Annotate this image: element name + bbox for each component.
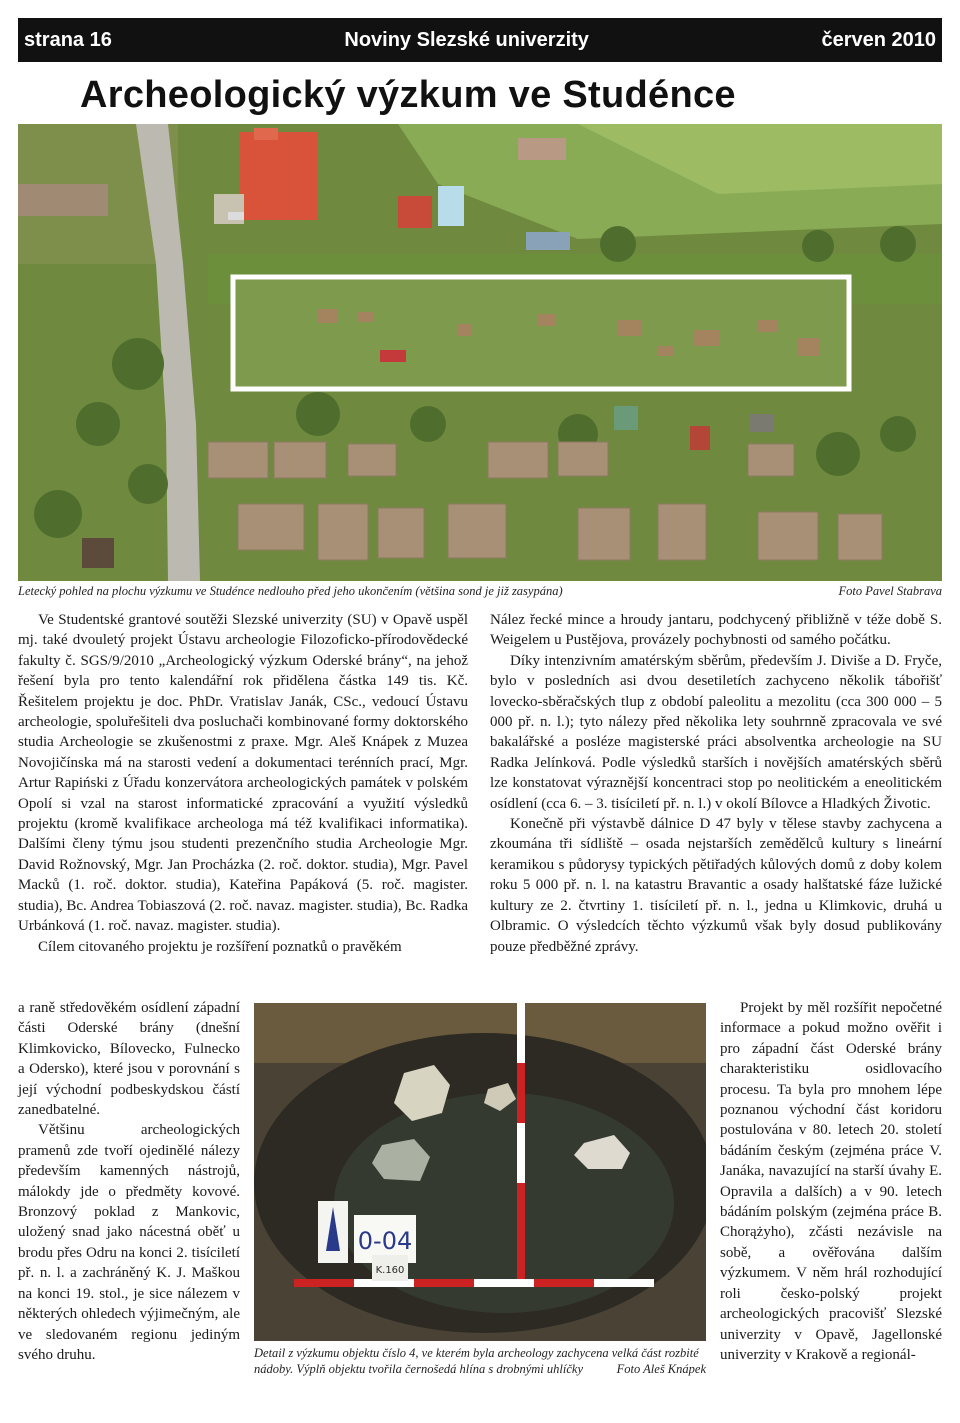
article-paragraph: Nález řecké mince a hroudy jantaru, podchycený přibližně v téže době S. Weigelem u Pustějova, provázely pochybnosti od samého počátku. bbox=[490, 612, 942, 649]
excavation-photo-credit: Foto Aleš Knápek bbox=[616, 1361, 706, 1376]
excavation-photo-illustration bbox=[254, 1003, 706, 1341]
page-number: strana 16 bbox=[24, 28, 112, 51]
article-paragraph: Konečně při výstavbě dálnice D 47 byly v tělese stavby zachycena a zkoumána tři sídliště – osada nejstarších zemědělců kultury s lineární keramikou s půdorysy typických pětiřadých kůlových domů z doby kolem roku 5 000 př. n. l. na katastru Bravantic a osady halštatské fáze lužické kultury ze 2. čtvrtiny 1. tisíciletí př. n. l., jedna u Klimkovic, druhá u Olbramic. O výsledcích těchto výzkumů však byly dosud publikovány pouze předběžné zprávy. bbox=[490, 816, 942, 955]
aerial-photo-credit: Foto Pavel Stabrava bbox=[838, 584, 942, 598]
article-column-right bbox=[490, 610, 942, 957]
issue-date: červen 2010 bbox=[821, 28, 936, 51]
aerial-photo-caption bbox=[18, 584, 942, 600]
article-paragraph: Díky intenzivním amatérským sběrům, především J. Diviše a D. Fryče, bylo v posledních asi dvou desetiletích zachyceno několik tábořišť lovecko-sběračských tlup z období paleolitu a mezolitu (cca 300 000 – 5 000 př. n. l.); tyto nálezy před několika lety souhrnně zpracovala ve své bakalářské a posléze magisterské práci absolventka archeologie na SU Radka Jelínková. Podle výsledků starších i novějších amatérských sběrů lze konstatovat výraznější koncentraci stop po neolitickém a eneolitickém osídlení (cca 6. – 3. tisíciletí př. n. l.) v okolí Bílovce a Hladkých Životic. bbox=[490, 652, 942, 812]
excavation-photo bbox=[254, 1003, 706, 1341]
article-title: Archeologický výzkum ve Studénce bbox=[80, 74, 736, 116]
article-paragraph: Cílem citovaného projektu je rozšíření poznatků o pravěkém bbox=[38, 938, 402, 955]
excavation-caption-text: Detail z výzkumu objektu číslo 4, ve kterém byla archeology zachycena velká část rozbité nádoby. Výplň objektu tvořila černošedá hlína s drobnými uhlíčky bbox=[254, 1346, 699, 1376]
find-label-number: 0-04 bbox=[357, 1227, 413, 1255]
find-label-sub: K.160 bbox=[375, 1265, 405, 1276]
article-column-right-narrow bbox=[720, 998, 942, 1365]
page-header-bar bbox=[18, 18, 942, 62]
aerial-photo bbox=[18, 124, 942, 581]
article-paragraph: Většinu archeologických pramenů zde tvoří ojedinělé nálezy především kamenných nástrojů, málokdy jde o předměty kovové. Bronzový poklad z Mankovic, uložený snad jako nácestná oběť u brodu přes Odru na konci 2. tisíciletí př. n. l. a zachráněný K. J. Maškou na konci 19. stol., je sice nálezem v některých ohledech výjimečným, ale ve sledovaném regionu jediným svého druhu. bbox=[18, 1122, 240, 1363]
article-column-left-narrow bbox=[18, 998, 240, 1365]
aerial-photo-illustration bbox=[18, 124, 942, 581]
excavation-photo-caption bbox=[254, 1346, 706, 1377]
article-column-left bbox=[18, 610, 468, 957]
publication-name: Noviny Slezské univerzity bbox=[344, 28, 589, 51]
article-paragraph: Projekt by měl rozšířit nepočetné informace a pokud možno ověřit i pro západní část Oderské brány charakteristiku osidlovacího procesu. Ta byla pro mnohem lépe poznanou východní část koridoru postulována v 80. letech 20. století bádáním českým (zejména práce V. Janáka, navazující na starší úvahy E. Opravila a dalších) a v 90. letech bádáním polským (zejména práce B. Chorążyho), zčásti nezávisle na sobě, a ověřována dalším výzkumem. V něm hrál rozhodující roli česko-polský projekt archeologických pracovišť Slezské univerzity v Opavě, Jagellonské univerzity v Krakově a regionál- bbox=[720, 1000, 942, 1363]
article-paragraph: a raně středověkém osídlení západní části Oderské brány (dnešní Klimkovicko, Bílovecko, Fulnecko a Odersko), které jsou v porovnání s její východní podbeskydskou částí zanedbatelné. bbox=[18, 1000, 240, 1119]
aerial-caption-text: Letecký pohled na plochu výzkumu ve Studénce nedlouho před jeho ukončením (většina sond je již zasypána) bbox=[18, 584, 563, 598]
article-paragraph: Ve Studentské grantové soutěži Slezské univerzity (SU) v Opavě uspěl mj. také dvouletý projekt Ústavu archeologie Filozoficko-přírodovědecké fakulty č. SGS/9/2010 „Archeologický výzkum Oderské brány“, na jehož řešení byla pro tento kalendářní rok přidělena částka 149 tis. Kč. Řešitelem projektu je doc. PhDr. Vratislav Janák, CSc., vedoucí Ústavu archeologie, spoluřešiteli dva posluchači kombinované formy doktorského studia Archeologie se zkušenostmi z praxe. Mgr. Aleš Knápek z Muzea Novojičínska má na starosti vedení a dokumentaci terénních prací, Mgr. Artur Rapiński z Úřadu konzervátora archeologických památek v polském Opolí si vzal na starost informatické zpracování a využití výsledků projektu (kromě kvalifikace archeologa má též kvalifikaci informatika). Dalšími členy týmu jsou studenti prezenčního studia Archeologie Mgr. David Rožnovský, Mgr. Jan Procházka (2. roč. doktor. studia), Mgr. Pavel Macků (1. roč. doktor. studia), Kateřina Papáková (5. roč. magister. studia), Bc. Andrea Tobiaszová (2. roč. navaz. magister. studia), Bc. Radka Urbánková (1. roč. navaz. magister. studia). bbox=[18, 612, 468, 935]
